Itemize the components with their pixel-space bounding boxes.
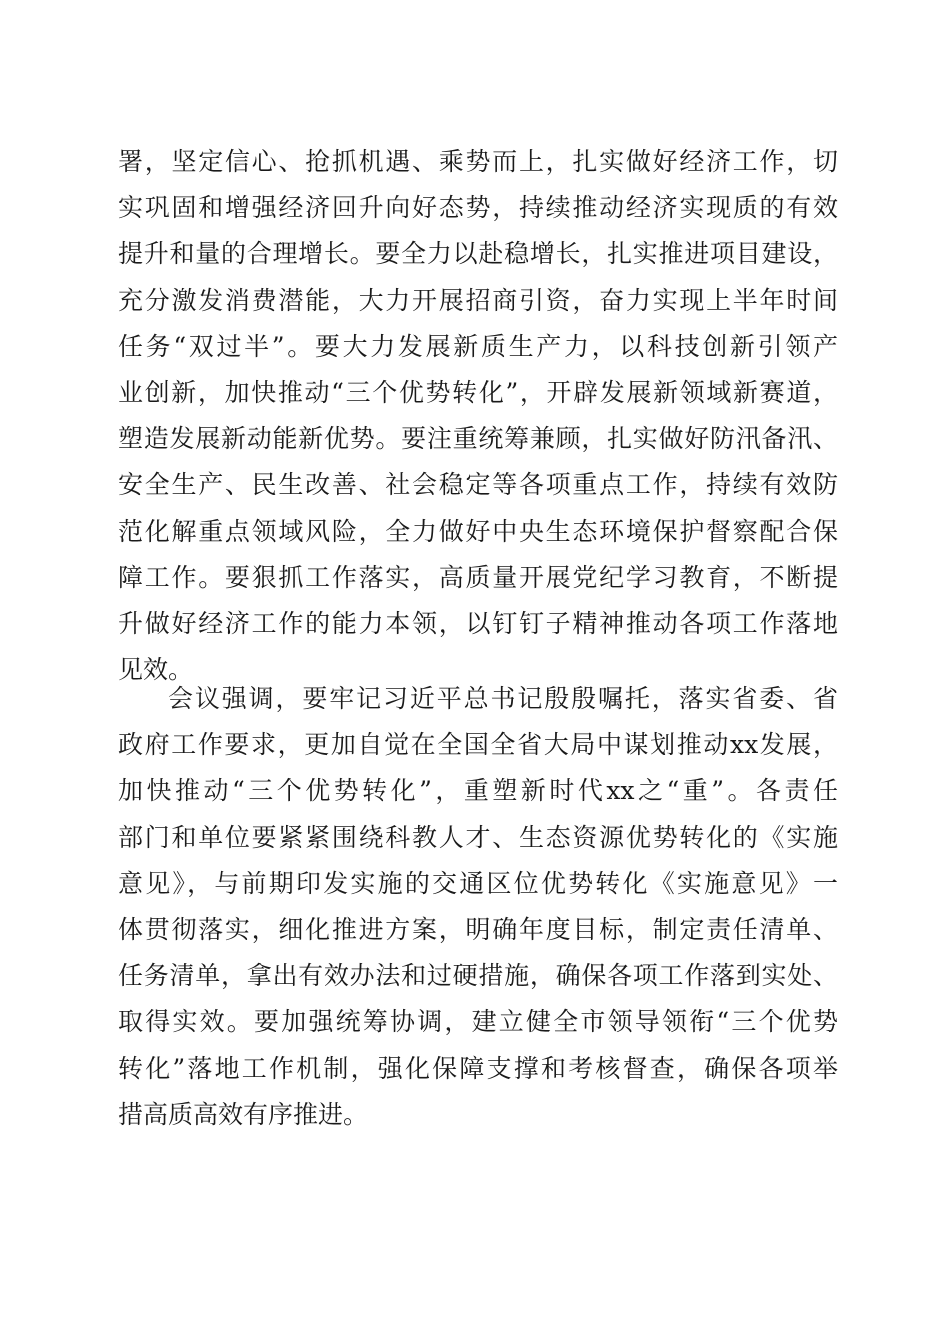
paragraph-line: 转化”落地工作机制，强化保障支撑和考核督查，确保各项举	[118, 1053, 838, 1083]
paragraph-2	[118, 676, 838, 1138]
paragraph-line: 加快推动“三个优势转化”，重塑新时代xx之“重”。各责任	[118, 776, 838, 806]
paragraph-line: 塑造发展新动能新优势。要注重统筹兼顾，扎实做好防汛备汛、	[118, 424, 838, 454]
paragraph-line: 安全生产、民生改善、社会稳定等各项重点工作，持续有效防	[118, 470, 838, 500]
paragraph-line: 会议强调，要牢记习近平总书记殷殷嘱托，落实省委、省	[168, 684, 838, 713]
paragraph-line: 体贯彻落实，细化推进方案，明确年度目标，制定责任清单、	[118, 914, 838, 944]
paragraph-line: 措高质高效有序推进。	[118, 1099, 369, 1129]
paragraph-line: 任务清单，拿出有效办法和过硬措施，确保各项工作落到实处、	[118, 961, 838, 991]
paragraph-line: 政府工作要求，更加自觉在全国全省大局中谋划推动xx发展，	[118, 730, 838, 760]
paragraph-1	[118, 139, 838, 693]
paragraph-line: 意见》，与前期印发实施的交通区位优势转化《实施意见》一	[118, 868, 838, 898]
paragraph-line: 任务“双过半”。要大力发展新质生产力，以科技创新引领产	[118, 331, 838, 361]
paragraph-line: 提升和量的合理增长。要全力以赴稳增长，扎实推进项目建设，	[118, 239, 838, 269]
paragraph-line: 见效。	[118, 655, 194, 685]
paragraph-line: 业创新，加快推动“三个优势转化”，开辟发展新领域新赛道，	[118, 377, 838, 407]
paragraph-line: 部门和单位要紧紧围绕科教人才、生态资源优势转化的《实施	[118, 822, 838, 852]
paragraph-line: 实巩固和增强经济回升向好态势，持续推动经济实现质的有效	[118, 193, 838, 223]
paragraph-line: 范化解重点领域风险，全力做好中央生态环境保护督察配合保	[118, 516, 838, 546]
paragraph-line: 障工作。要狠抓工作落实，高质量开展党纪学习教育，不断提	[118, 562, 838, 592]
paragraph-line: 充分激发消费潜能，大力开展招商引资，奋力实现上半年时间	[118, 285, 838, 315]
paragraph-line: 取得实效。要加强统筹协调，建立健全市领导领衔“三个优势	[118, 1007, 838, 1037]
paragraph-line: 署，坚定信心、抢抓机遇、乘势而上，扎实做好经济工作，切	[118, 147, 838, 176]
paragraph-line: 升做好经济工作的能力本领，以钉钉子精神推动各项工作落地	[118, 608, 838, 638]
